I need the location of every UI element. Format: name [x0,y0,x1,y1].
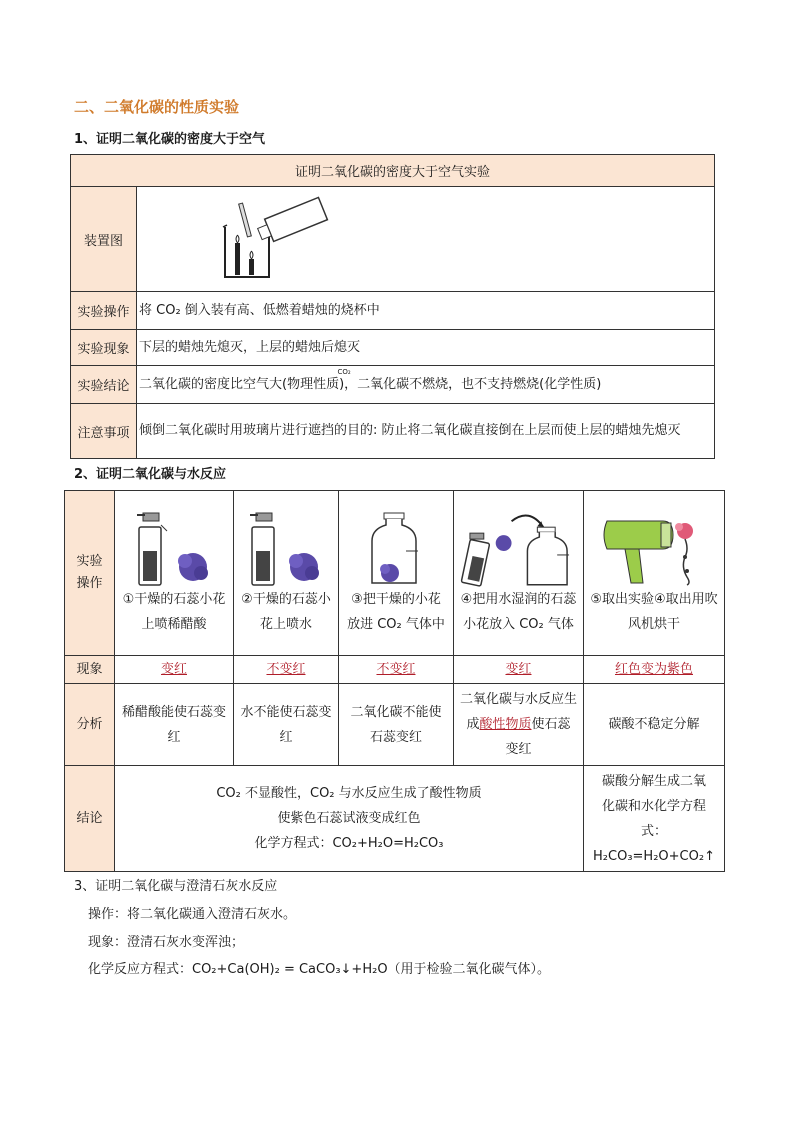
step-3-text: ③把干燥的小花放进 CO₂ 气体中 [347,592,445,632]
step-4-text: ④把用水湿润的石蕊小花放入 CO₂ 气体 [460,592,577,632]
step-2-figure [240,509,332,587]
row-label-analysis: 分析 [65,684,115,766]
conclusion-line: CO₂ 不显酸性，CO₂ 与水反应生成了酸性物质 [216,786,482,801]
operation-label: 实验操作 [76,554,103,591]
step-2-analysis: 水不能使石蕊变红 [234,684,339,766]
spray-bottle-flower-icon [129,511,219,587]
step-4-phenomenon: 变红 [454,656,584,684]
conclusion-side-line: 化碳和水化学方程 [601,798,706,814]
step-3-cell [339,491,454,656]
beaker-candles-diagram [221,195,331,283]
row-label-conclusion: 实验结论 [71,366,137,404]
step-4-cell [454,491,584,656]
conclusion-side-line: 式： [640,823,667,839]
subsection-3-heading: 3、证明二氧化碳与澄清石灰水反应 [74,879,278,894]
conclusion-side-equation: H₂CO₃=H₂O+CO₂↑ [593,848,715,864]
row-label-operation: 实验操作 [71,292,137,330]
step-1-analysis: 稀醋酸能使石蕊变红 [115,684,234,766]
row-label-phenomenon-2: 现象 [65,656,115,684]
step-2-phenomenon: 不变红 [234,656,339,684]
step-4-analysis: 二氧化碳与水反应生成酸性物质使石蕊变红 [454,684,584,766]
spray-then-jar-icon [460,511,577,587]
step-5-phenomenon: 红色变为紫色 [584,656,725,684]
step-1-phenomenon: 变红 [115,656,234,684]
subsection-2-heading: 2、证明二氧化碳与水反应 [74,467,227,482]
step-2-cell [234,491,339,656]
step-4-figure [460,509,577,587]
step-5-cell [584,491,725,656]
step-5-text: ⑤取出实验④取出用吹风机烘干 [590,592,718,632]
water-reaction-table [64,490,725,872]
operation-value: 将 CO₂ 倒入装有高、低燃着蜡烛的烧杯中 [137,292,715,330]
conclusion-side [584,766,725,872]
step-3-phenomenon: 不变红 [339,656,454,684]
step-1-figure [121,509,227,587]
step-2-text: ②干燥的石蕊小花上喷水 [241,592,331,632]
step-1-cell [115,491,234,656]
step-5-analysis: 碳酸不稳定分解 [584,684,725,766]
conclusion-value: 二氧化碳的密度比空气大(物理性质)，二氧化碳不燃烧，也不支持燃烧(化学性质) [137,366,715,404]
notes-value: 倾倒二氧化碳时用玻璃片进行遮挡的目的: 防止将二氧化碳直接倒在上层而使上层的蜡烛先熄灭 [137,404,715,459]
step-5-figure [590,509,718,587]
gas-jar-flower-icon [366,511,426,587]
table-title: 证明二氧化碳的密度大于空气实验 [71,155,715,187]
row-label-notes: 注意事项 [71,404,137,459]
conclusion-equation: 化学方程式：CO₂+H₂O=H₂CO₃ [254,836,444,851]
phenomenon-value: 下层的蜡烛先熄灭，上层的蜡烛后熄灭 [137,330,715,366]
limewater-operation: 操作：将二氧化碳通入澄清石灰水。 [88,907,297,922]
step-1-text: ①干燥的石蕊小花上喷稀醋酸 [122,592,226,632]
limewater-equation: 化学反应方程式：CO₂+Ca(OH)₂ = CaCO₃↓+H₂O（用于检验二氧化碳气体）。 [88,962,551,977]
step-3-figure [345,509,447,587]
hair-dryer-flower-icon [599,511,709,587]
row-label-experiment-operation [65,491,115,656]
spray-bottle-flower-icon [242,511,330,587]
row-label-apparatus: 装置图 [71,187,137,292]
conclusion-side-line: 碳酸分解生成二氧 [601,773,706,789]
conclusion-line: 使紫色石蕊试液变成红色 [277,811,421,826]
row-label-conclusion-2: 结论 [65,766,115,872]
row-label-phenomenon: 实验现象 [71,330,137,366]
density-experiment-table [70,154,715,459]
co2-bottle-label: CO₂ [337,367,351,376]
limewater-phenomenon: 现象：澄清石灰水变浑浊； [88,935,245,950]
conclusion-main [115,766,584,872]
subsection-1-heading: 1、证明二氧化碳的密度大于空气 [74,132,266,147]
step-3-analysis: 二氧化碳不能使石蕊变红 [339,684,454,766]
section-title: 二、二氧化碳的性质实验 [74,98,240,116]
